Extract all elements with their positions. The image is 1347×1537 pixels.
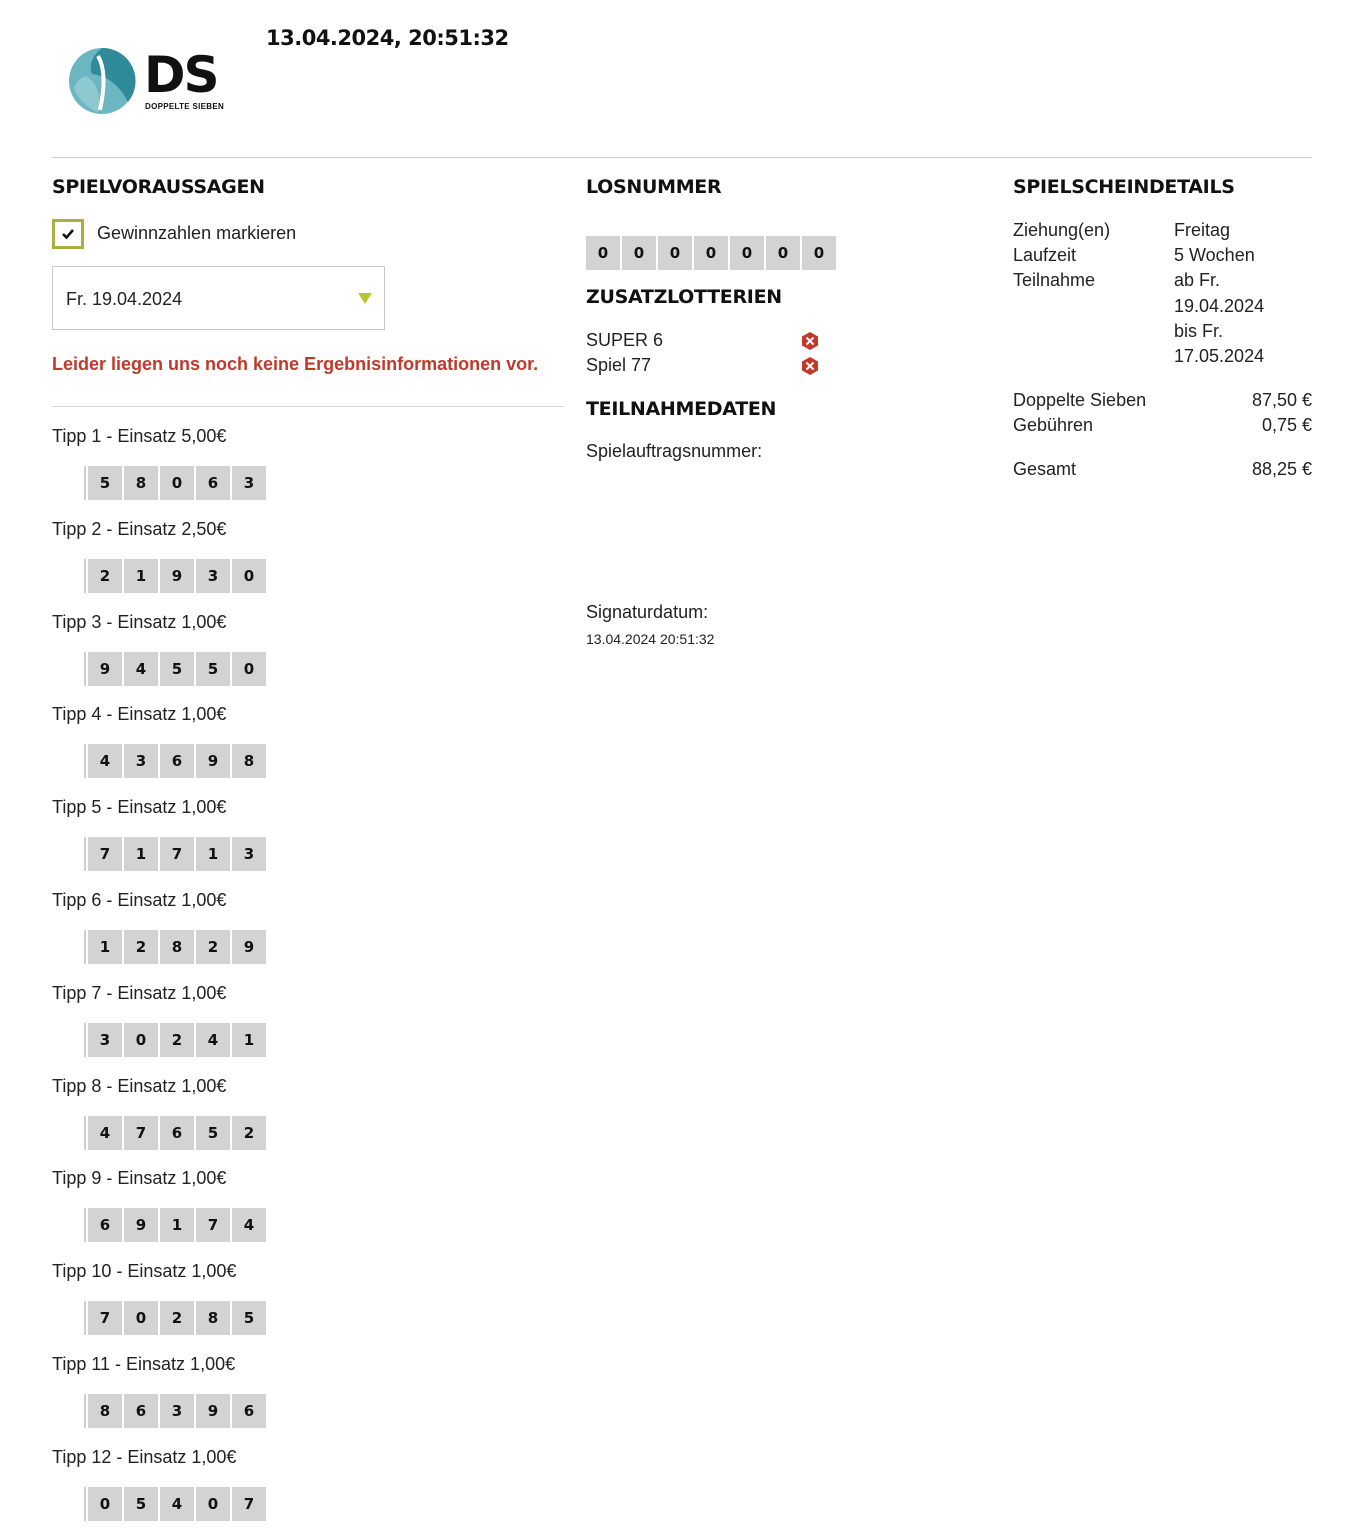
tipp-number: 0	[124, 1023, 158, 1057]
tipp-number: 8	[88, 1394, 122, 1428]
tipp-number: 5	[196, 1116, 230, 1150]
scroll-indicator	[84, 1394, 86, 1428]
tipp-number: 8	[160, 930, 194, 964]
tipp-number-row	[88, 744, 268, 778]
tipp-number: 6	[160, 1116, 194, 1150]
tipp-label: Tipp 8 - Einsatz 1,00€	[52, 1076, 227, 1096]
tipp-number-row	[88, 1394, 268, 1428]
losnummer-digits	[586, 236, 838, 270]
tipp-number: 7	[88, 837, 122, 871]
tipp-label: Tipp 12 - Einsatz 1,00€	[52, 1447, 237, 1467]
tipp-label: Tipp 9 - Einsatz 1,00€	[52, 1168, 227, 1188]
tipp-number: 0	[232, 559, 266, 593]
logo-icon	[68, 46, 136, 116]
spielauftragsnummer-label: Spielauftragsnummer:	[586, 441, 763, 461]
ziehungen-value: Freitag	[1174, 220, 1231, 240]
tipp-number: 3	[232, 466, 266, 500]
tipp-number: 3	[196, 559, 230, 593]
tipp-number: 9	[88, 652, 122, 686]
tipp-number: 2	[88, 559, 122, 593]
tipp-number: 2	[196, 930, 230, 964]
tipp-number-row	[88, 1023, 268, 1057]
tipp-number: 9	[232, 930, 266, 964]
tipp-number: 4	[124, 652, 158, 686]
zusatz-super6-label: SUPER 6	[586, 330, 664, 350]
tipp-number: 9	[124, 1208, 158, 1242]
tipp-label: Tipp 6 - Einsatz 1,00€	[52, 890, 227, 910]
tipp-number-row	[88, 1487, 268, 1521]
tipp-number: 1	[124, 559, 158, 593]
draw-date-value: Fr. 19.04.2024	[66, 289, 183, 309]
tipp-number: 6	[232, 1394, 266, 1428]
tipp-number: 4	[88, 1116, 122, 1150]
tipp-label: Tipp 1 - Einsatz 5,00€	[52, 426, 227, 446]
dropdown-arrow-icon	[358, 293, 372, 304]
tipp-number: 5	[160, 652, 194, 686]
checkbox-label[interactable]: Gewinnzahlen markieren	[97, 223, 297, 243]
ziehungen-label: Ziehung(en)	[1013, 220, 1111, 240]
tipp-number-row	[88, 1116, 268, 1150]
gewinnzahlen-checkbox[interactable]	[52, 219, 84, 249]
teilnahme-start-prefix: ab Fr.	[1174, 270, 1221, 290]
x-icon	[801, 357, 819, 375]
teilnahme-label: Teilnahme	[1013, 270, 1096, 290]
tipp-number: 2	[124, 930, 158, 964]
laufzeit-label: Laufzeit	[1013, 245, 1077, 265]
logo	[68, 46, 228, 116]
total-value: 88,25 €	[1251, 459, 1312, 479]
tipp-number: 4	[160, 1487, 194, 1521]
tipp-label: Tipp 2 - Einsatz 2,50€	[52, 519, 227, 539]
tipp-number: 0	[160, 466, 194, 500]
tipp-number: 0	[232, 652, 266, 686]
tipp-number: 1	[124, 837, 158, 871]
section-title-teilnahmedaten: TEILNAHMEDATEN	[586, 398, 777, 420]
scroll-indicator	[84, 1487, 86, 1521]
tipp-label: Tipp 5 - Einsatz 1,00€	[52, 797, 227, 817]
tipp-number: 2	[160, 1023, 194, 1057]
tipp-number: 7	[160, 837, 194, 871]
tipp-number: 9	[196, 1394, 230, 1428]
tipp-number-row	[88, 466, 268, 500]
cost-value-doppelte-sieben: 87,50 €	[1251, 390, 1312, 410]
tipp-number: 4	[232, 1208, 266, 1242]
x-icon	[801, 332, 819, 350]
tipp-number: 3	[160, 1394, 194, 1428]
tipp-number: 0	[196, 1487, 230, 1521]
tipp-number: 6	[160, 744, 194, 778]
scroll-indicator	[84, 466, 86, 500]
tipp-number: 1	[196, 837, 230, 871]
tipp-number: 5	[196, 652, 230, 686]
tipp-number: 7	[232, 1487, 266, 1521]
losnummer-digit: 0	[622, 236, 656, 270]
losnummer-digit: 0	[694, 236, 728, 270]
tipp-number: 0	[88, 1487, 122, 1521]
tipp-number: 6	[196, 466, 230, 500]
scroll-indicator	[84, 837, 86, 871]
scroll-indicator	[84, 1208, 86, 1242]
tipp-number: 5	[88, 466, 122, 500]
draw-date-select[interactable]	[52, 266, 385, 330]
zusatz-spiel77-label: Spiel 77	[586, 355, 652, 375]
section-title-zusatzlotterien: ZUSATZLOTTERIEN	[586, 286, 782, 308]
scroll-indicator	[84, 559, 86, 593]
section-title-spielvoraussagen: SPIELVORAUSSAGEN	[52, 176, 265, 198]
tipp-number: 8	[232, 744, 266, 778]
section-title-losnummer: LOSNUMMER	[586, 176, 722, 198]
cost-value-gebuehren: 0,75 €	[1261, 415, 1312, 435]
losnummer-digit: 0	[658, 236, 692, 270]
tipp-number: 9	[196, 744, 230, 778]
losnummer-digit: 0	[586, 236, 620, 270]
tipp-number: 8	[196, 1301, 230, 1335]
tipp-number-row	[88, 837, 268, 871]
tipp-number: 9	[160, 559, 194, 593]
tipp-number-row	[88, 1208, 268, 1242]
tipp-number: 8	[124, 466, 158, 500]
scroll-indicator	[84, 744, 86, 778]
losnummer-digit: 0	[730, 236, 764, 270]
signaturdatum-value: 13.04.2024 20:51:32	[586, 631, 715, 647]
tipp-label: Tipp 3 - Einsatz 1,00€	[52, 612, 227, 632]
losnummer-digit: 0	[766, 236, 800, 270]
cost-label-doppelte-sieben: Doppelte Sieben	[1013, 390, 1147, 410]
scroll-indicator	[84, 1301, 86, 1335]
tipp-number: 1	[232, 1023, 266, 1057]
scroll-indicator	[84, 1116, 86, 1150]
section-title-spielscheindetails: SPIELSCHEINDETAILS	[1013, 176, 1235, 198]
laufzeit-value: 5 Wochen	[1174, 245, 1255, 265]
tipp-label: Tipp 4 - Einsatz 1,00€	[52, 704, 227, 724]
logo-text: DS	[144, 46, 218, 104]
scroll-indicator	[84, 1023, 86, 1057]
left-divider	[52, 406, 564, 407]
cost-label-gebuehren: Gebühren	[1013, 415, 1094, 435]
losnummer-digit: 0	[802, 236, 836, 270]
tipp-number: 1	[160, 1208, 194, 1242]
tipp-number: 3	[124, 744, 158, 778]
tipp-number-row	[88, 930, 268, 964]
tipp-label: Tipp 7 - Einsatz 1,00€	[52, 983, 227, 1003]
tipp-number: 1	[88, 930, 122, 964]
tipp-number-row	[88, 652, 268, 686]
scroll-indicator	[84, 930, 86, 964]
tipp-number: 6	[124, 1394, 158, 1428]
scroll-indicator	[84, 652, 86, 686]
tipp-number: 5	[124, 1487, 158, 1521]
total-label: Gesamt	[1013, 459, 1077, 479]
tipp-number: 4	[196, 1023, 230, 1057]
tipp-number: 0	[124, 1301, 158, 1335]
tipp-number: 7	[196, 1208, 230, 1242]
tipp-number-row	[88, 1301, 268, 1335]
tipp-number: 4	[88, 744, 122, 778]
teilnahme-end-prefix: bis Fr.	[1174, 321, 1224, 341]
teilnahme-start-date: 19.04.2024	[1174, 296, 1265, 316]
tipp-number: 3	[88, 1023, 122, 1057]
tipp-label: Tipp 11 - Einsatz 1,00€	[52, 1354, 236, 1374]
logo-subtitle: DOPPELTE SIEBEN	[145, 102, 225, 111]
no-results-message: Leider liegen uns noch keine Ergebnisinformationen vor.	[52, 354, 539, 374]
tipp-number: 2	[232, 1116, 266, 1150]
tipp-number: 6	[88, 1208, 122, 1242]
tipp-number: 7	[88, 1301, 122, 1335]
tipp-label: Tipp 10 - Einsatz 1,00€	[52, 1261, 237, 1281]
teilnahme-end-date: 17.05.2024	[1174, 346, 1265, 366]
tipp-number: 5	[232, 1301, 266, 1335]
tipp-number-row	[88, 559, 268, 593]
tipp-number: 3	[232, 837, 266, 871]
header-divider	[52, 157, 1312, 158]
tipp-number: 2	[160, 1301, 194, 1335]
page-timestamp: 13.04.2024, 20:51:32	[266, 26, 509, 50]
checkmark-icon	[60, 226, 76, 242]
tipp-number: 7	[124, 1116, 158, 1150]
signaturdatum-label: Signaturdatum:	[586, 602, 709, 622]
